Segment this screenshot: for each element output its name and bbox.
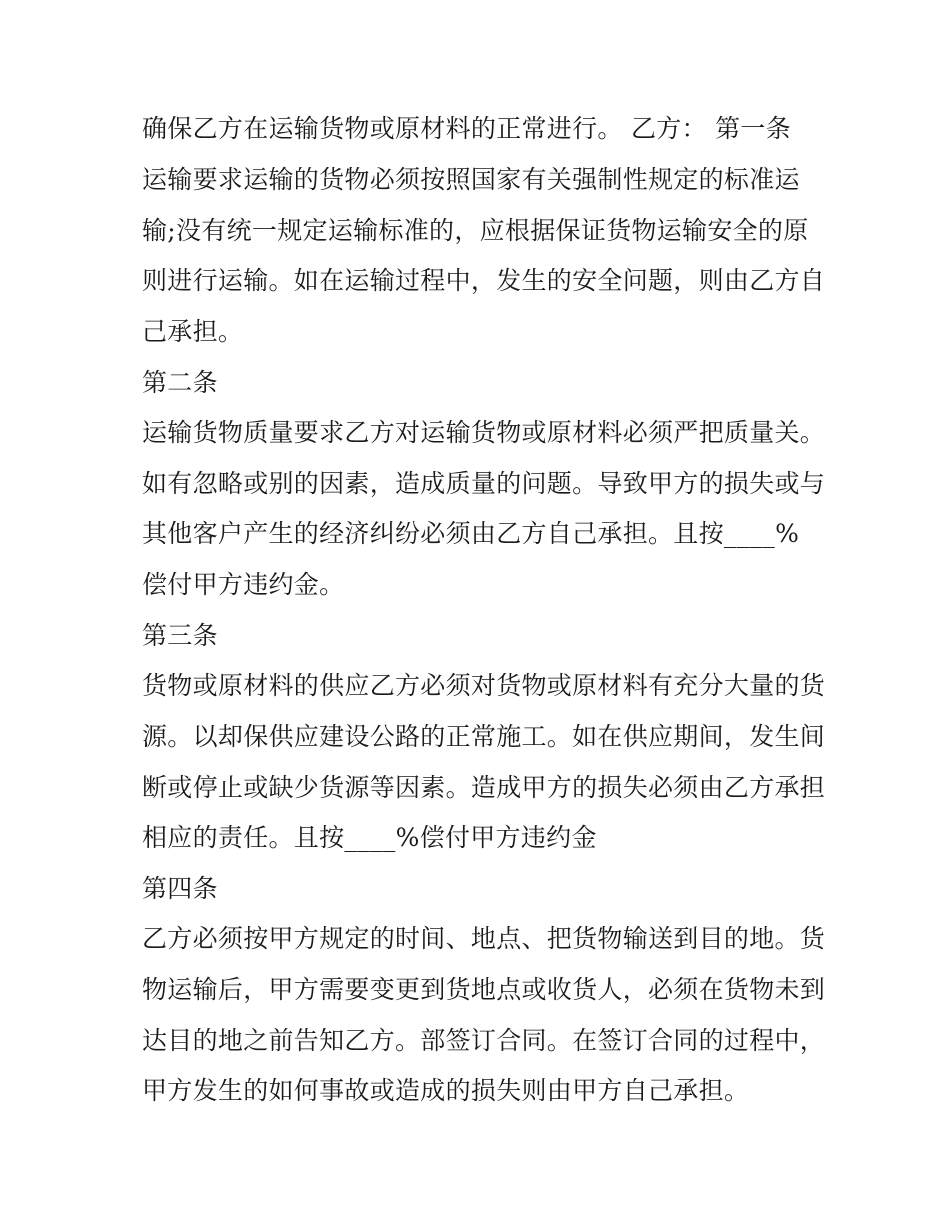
text-line: 确保乙方在运输货物或原材料的正常进行。 乙方： 第一条	[142, 114, 791, 143]
text-line: 己承担。	[142, 317, 244, 346]
text-line: 物运输后，甲方需要变更到货地点或收货人，必须在货物未到	[142, 975, 826, 1004]
text-line: 源。以却保供应建设公路的正常施工。如在供应期间，发生间	[142, 722, 826, 751]
text-line: 运输要求运输的货物必须按照国家有关强制性规定的标准运	[142, 165, 800, 194]
text-line: 断或停止或缺少货源等因素。造成甲方的损失必须由乙方承担	[142, 773, 826, 802]
text-line: 货物或原材料的供应乙方必须对货物或原材料有充分大量的货	[142, 671, 826, 700]
section-heading: 第二条	[142, 368, 218, 397]
text-line: 其他客户产生的经济纠纷必须由乙方自己承担。且按____%	[142, 519, 800, 548]
text-line: 达目的地之前告知乙方。部签订合同。在签订合同的过程中，	[142, 1026, 826, 1055]
section-heading: 第三条	[142, 621, 218, 650]
section-heading: 第四条	[142, 874, 218, 903]
text-line: 输;没有统一规定运输标准的，应根据保证货物运输安全的原	[142, 216, 809, 245]
text-line: 运输货物质量要求乙方对运输货物或原材料必须严把质量关。	[142, 418, 826, 447]
text-line: 则进行运输。如在运输过程中，发生的安全问题，则由乙方自	[142, 266, 826, 295]
text-line: 相应的责任。且按____%偿付甲方违约金	[142, 823, 597, 852]
text-line: 如有忽略或别的因素，造成质量的问题。导致甲方的损失或与	[142, 469, 826, 498]
text-line: 偿付甲方违约金。	[142, 570, 345, 599]
text-line: 甲方发生的如何事故或造成的损失则由甲方自己承担。	[142, 1076, 750, 1105]
text-line: 乙方必须按甲方规定的时间、地点、把货物输送到目的地。货	[142, 924, 826, 953]
